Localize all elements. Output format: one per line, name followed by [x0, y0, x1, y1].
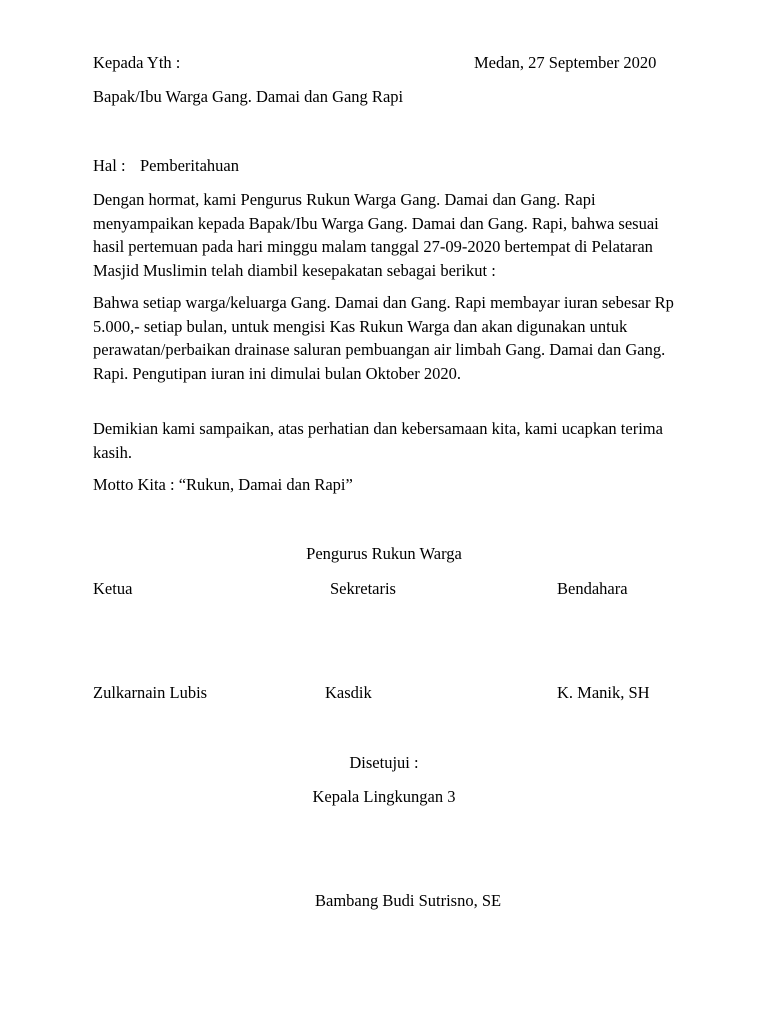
body-paragraph-closing: Demikian kami sampaikan, atas perhatian dan kebersamaan kita, kami ucapkan terima kasih.: [93, 419, 663, 462]
approver-name: Bambang Budi Sutrisno, SE: [315, 891, 502, 910]
addressee: Bapak/Ibu Warga Gang. Damai dan Gang Rapi: [93, 87, 404, 106]
chair-name: Zulkarnain Lubis: [93, 683, 208, 702]
subject-value: Pemberitahuan: [140, 156, 239, 175]
approver-title: Kepala Lingkungan 3: [312, 787, 456, 806]
treasurer-title: Bendahara: [557, 579, 628, 598]
secretary-title: Sekretaris: [330, 579, 396, 598]
body-paragraph-opening: Dengan hormat, kami Pengurus Rukun Warga Gang. Damai dan Gang. Rapi menyampaikan kepada Bapak/Ibu Warga Gang. Damai dan Gang. Rapi, bahwa sesuai hasil pertemuan pada hari minggu malam tanggal 27-09-2020 bertempat di Pelataran Masjid Muslimin telah diambil kesepakatan sebagai berikut :: [93, 190, 659, 280]
chair-title: Ketua: [93, 579, 133, 598]
subject-label: Hal :: [93, 156, 126, 175]
organization-name: Pengurus Rukun Warga: [306, 544, 462, 563]
approved-label: Disetujui :: [349, 753, 419, 772]
secretary-name: Kasdik: [325, 683, 372, 702]
treasurer-name: K. Manik, SH: [557, 683, 650, 702]
body-paragraph-decision: Bahwa setiap warga/keluarga Gang. Damai dan Gang. Rapi membayar iuran sebesar Rp 5.000,- setiap bulan, untuk mengisi Kas Rukun Warga dan akan digunakan untuk perawatan/perbaikan drainase saluran pembuangan air limbah Gang. Damai dan Gang. Rapi. Pengutipan iuran ini dimulai bulan Oktober 2020.: [93, 293, 674, 383]
motto: Motto Kita : “Rukun, Damai dan Rapi”: [93, 475, 353, 494]
place-date: Medan, 27 September 2020: [474, 53, 657, 72]
addressee-label: Kepada Yth :: [93, 53, 181, 72]
